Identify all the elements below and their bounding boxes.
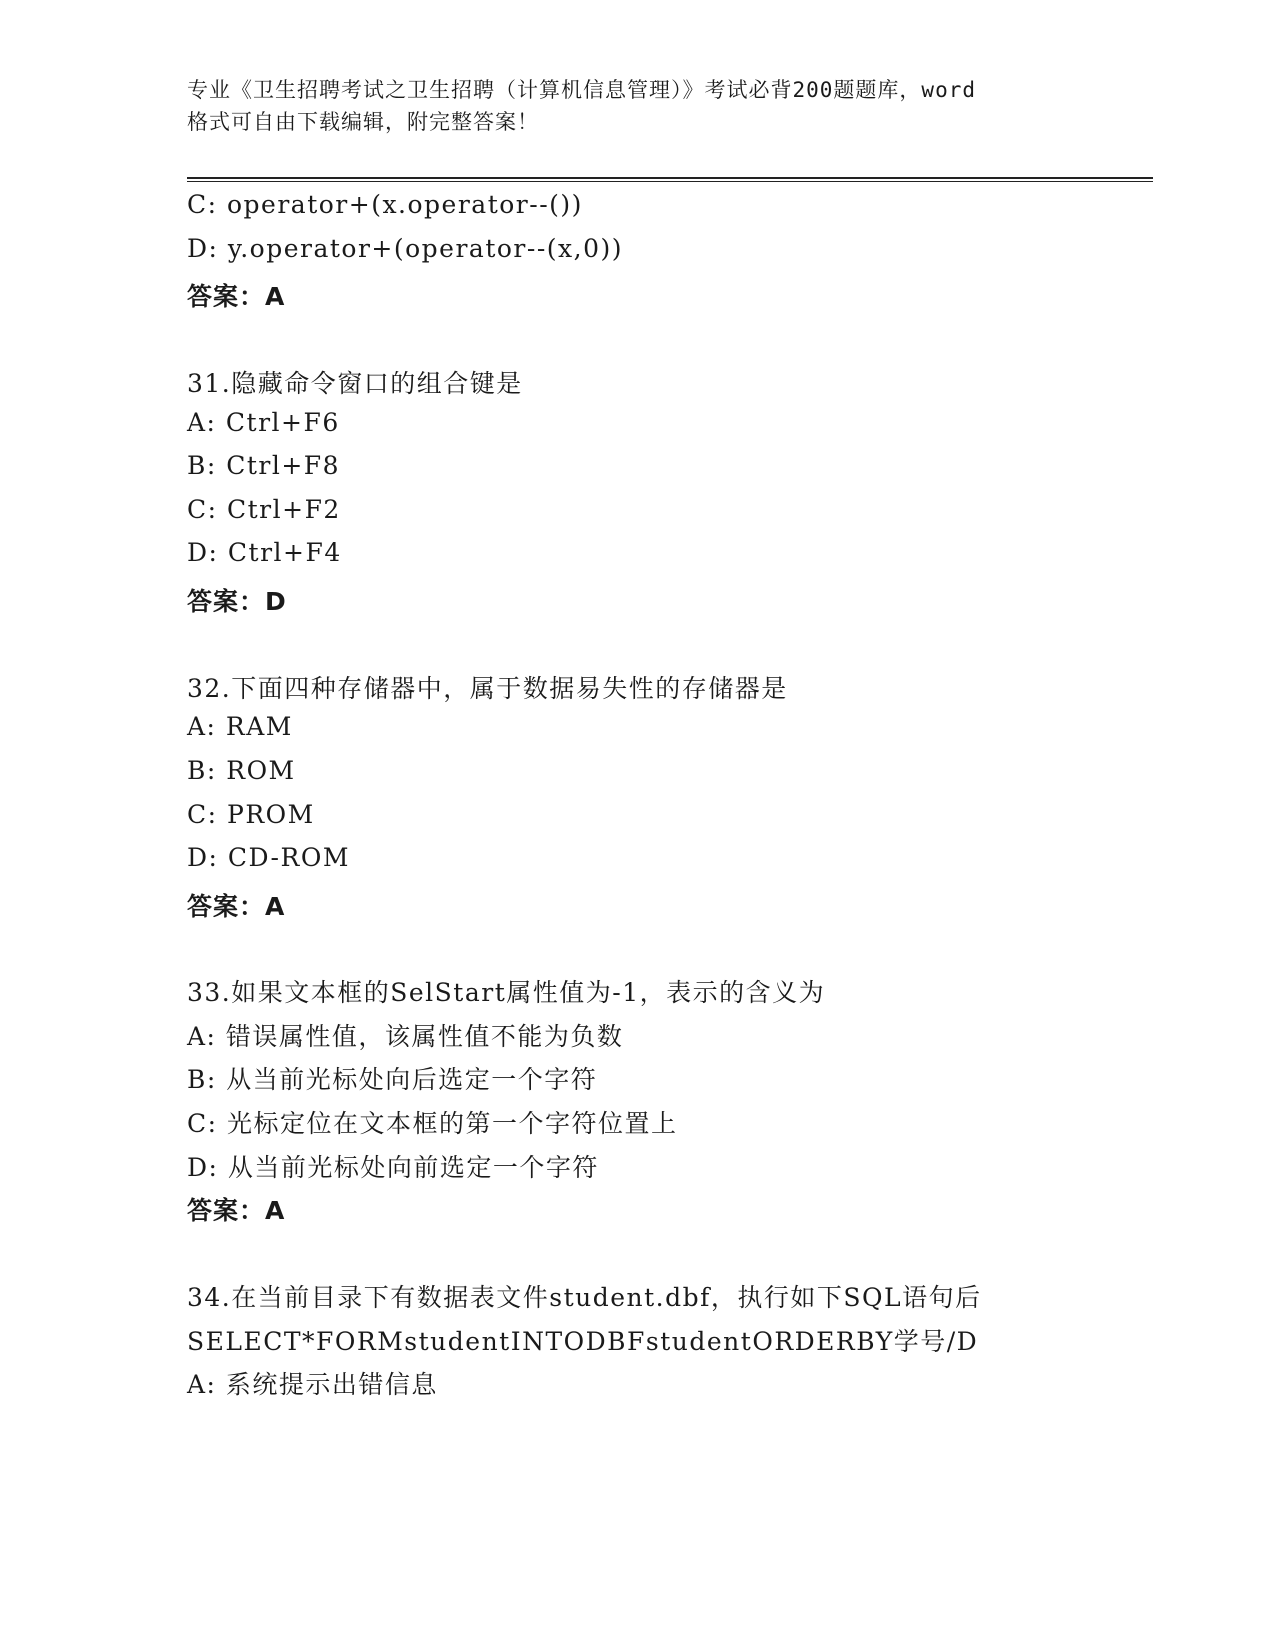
option-d: D: CD-ROM <box>187 843 350 872</box>
answer-line: 答案：D <box>187 587 287 616</box>
option-d: D: y.operator+(operator--(x,0)) <box>187 234 623 263</box>
question-title: 34.在当前目录下有数据表文件student.dbf，执行如下SQL语句后 <box>187 1283 982 1312</box>
answer-line: 答案：A <box>187 282 286 311</box>
option-b: B: ROM <box>187 756 296 785</box>
option-c: C: 光标定位在文本框的第一个字符位置上 <box>187 1109 678 1138</box>
answer-line: 答案：A <box>187 892 286 921</box>
header-divider-thin <box>187 181 1153 182</box>
header-divider <box>187 177 1153 179</box>
option-c: C: operator+(x.operator--()) <box>187 190 583 219</box>
option-d: D: Ctrl+F4 <box>187 538 342 567</box>
option-a: A: Ctrl+F6 <box>187 408 340 437</box>
question-title: 31.隐藏命令窗口的组合键是 <box>187 369 523 398</box>
header-line-1: 专业《卫生招聘考试之卫生招聘（计算机信息管理）》考试必背200题题库，word <box>187 78 976 102</box>
option-b: B: Ctrl+F8 <box>187 451 341 480</box>
answer-line: 答案：A <box>187 1196 286 1225</box>
option-c: C: Ctrl+F2 <box>187 495 341 524</box>
option-b: B: 从当前光标处向后选定一个字符 <box>187 1065 598 1094</box>
option-a: A: 错误属性值，该属性值不能为负数 <box>187 1022 624 1051</box>
option-c: C: PROM <box>187 800 315 829</box>
question-title: 32.下面四种存储器中，属于数据易失性的存储器是 <box>187 674 788 703</box>
option-a: A: 系统提示出错信息 <box>187 1370 438 1399</box>
option-a: A: RAM <box>187 712 293 741</box>
question-title: 33.如果文本框的SelStart属性值为-1，表示的含义为 <box>187 978 826 1007</box>
option-d: D: 从当前光标处向前选定一个字符 <box>187 1153 599 1182</box>
document-header <box>187 74 1087 138</box>
question-title-line2: SELECT*FORMstudentINTODBFstudentORDERBY学号/D <box>187 1327 979 1356</box>
header-line-2: 格式可自由下载编辑，附完整答案！ <box>187 110 539 134</box>
